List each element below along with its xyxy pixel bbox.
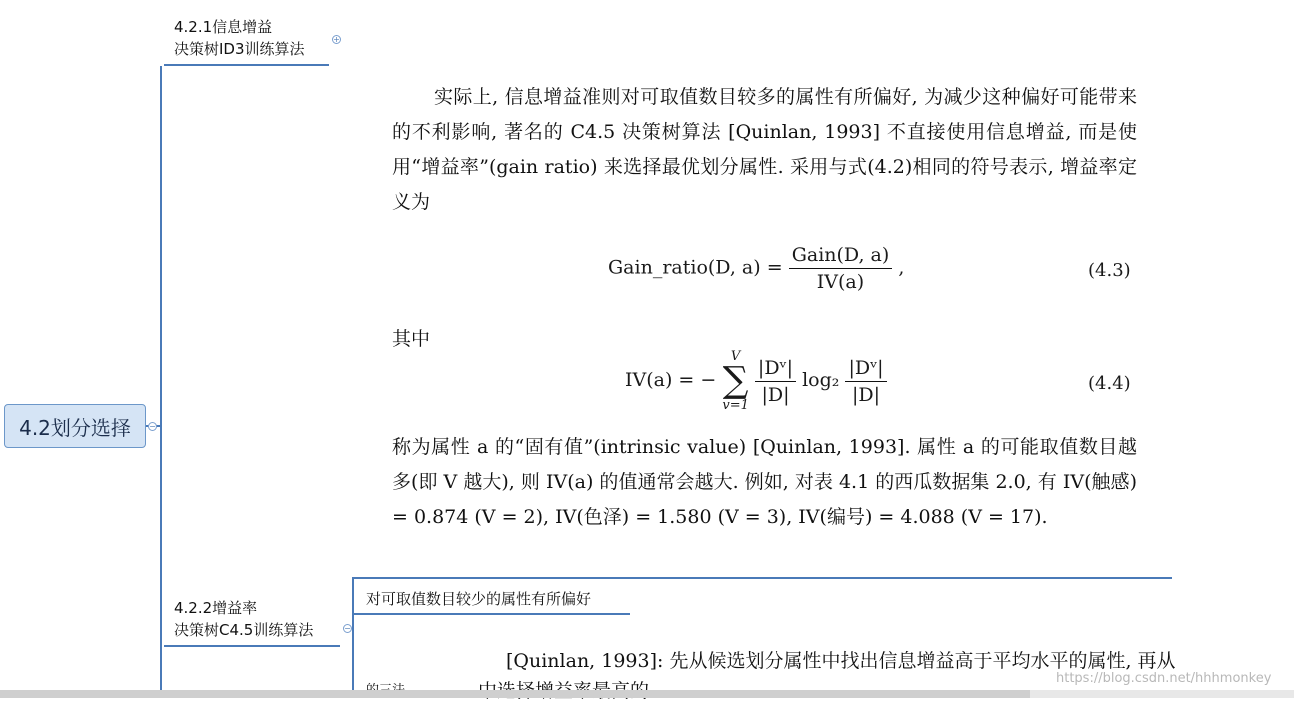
root-node-label: 4.2划分选择 [19,415,131,440]
eq44-fraction-2: $\frac{\text{|Dᵛ|}}{|D|}$ [845,355,886,408]
watermark: https://blog.csdn.net/hhhmonkey [1056,671,1272,686]
collapse-icon[interactable]: − [149,422,156,431]
subnode-preference-label: 对可取值数目较少的属性有所偏好 [366,590,592,608]
eq43-denominator: IV(a) [816,271,865,293]
node-4-2-1-underline [164,64,329,66]
branch-line [352,578,354,698]
root-node[interactable] [4,404,146,448]
node-4-2-2[interactable] [174,597,313,641]
sum-lower: v=1 [722,398,749,413]
equation-number-4-3: (4.3) [1088,260,1131,281]
eq44-fraction-1: $\frac{\text{|Dᵛ|}}{|D|}$ [755,355,796,408]
eq43-numerator: Gain(D, a) [789,242,893,269]
book-paragraph-3: [Quinlan, 1993]: 先从候选划分属性中找出信息增益高于平均水平的属性, 再从 [506,650,1176,672]
subnode-preference[interactable] [366,588,591,610]
node-4-2-1[interactable] [174,16,305,60]
tree-trunk-line [160,66,162,696]
sum-upper: V [730,349,741,364]
eq44-lhs: IV(a) = − [625,369,717,391]
subnode-underline [352,613,630,615]
sum-symbol: V ∑ v=1 [722,349,749,413]
node-4-2-2-underline [164,645,340,647]
node-4-2-1-title: 4.2.1信息增益 [174,18,273,36]
scrollbar-thumb[interactable] [0,690,1030,698]
book-paragraph-2: 称为属性 a 的“固有值”(intrinsic value) [Quinlan, 1993]. 属性 a 的可能取值数目越多(即 V 越大), 则 IV(a) 的值通常会越大. 例如, 对表 4.1 的西瓜数据集 2.0, 有 IV(触感) = 0.874 (V = 2), IV(色泽) = 1.580 (V = 3), IV(编号) = 4.088 (V = 17). [392,436,1137,528]
book-image-underline [352,577,1172,579]
book-paragraph-1: 实际上, 信息增益准则对可取值数目较多的属性有所偏好, 为减少这种偏好可能带来的不利影响, 著名的 C4.5 决策树算法 [Quinlan, 1993] 不直接使用信息增益, 而是使用“增益率”(gain ratio) 来选择最优划分属性. 采用与式(4.2)相同的符号表示, 增益率定义为 [392,86,1137,213]
eq43-fraction [789,242,893,295]
eq43-tail: , [898,256,905,279]
expand-icon[interactable]: + [333,35,340,44]
equation-4-4 [625,350,887,412]
qizhong-text: 其中 [392,328,431,350]
equation-4-3 [608,242,904,295]
node-4-2-2-subtitle: 决策树C4.5训练算法 [174,621,314,639]
collapse-icon[interactable]: − [344,624,351,633]
node-4-2-2-title: 4.2.2增益率 [174,599,258,617]
eq43-lhs: Gain_ratio(D, a) = [608,256,783,279]
node-4-2-1-subtitle: 决策树ID3训练算法 [174,40,305,58]
equation-number-4-4: (4.4) [1088,373,1131,394]
log-term: log₂ [802,369,840,391]
